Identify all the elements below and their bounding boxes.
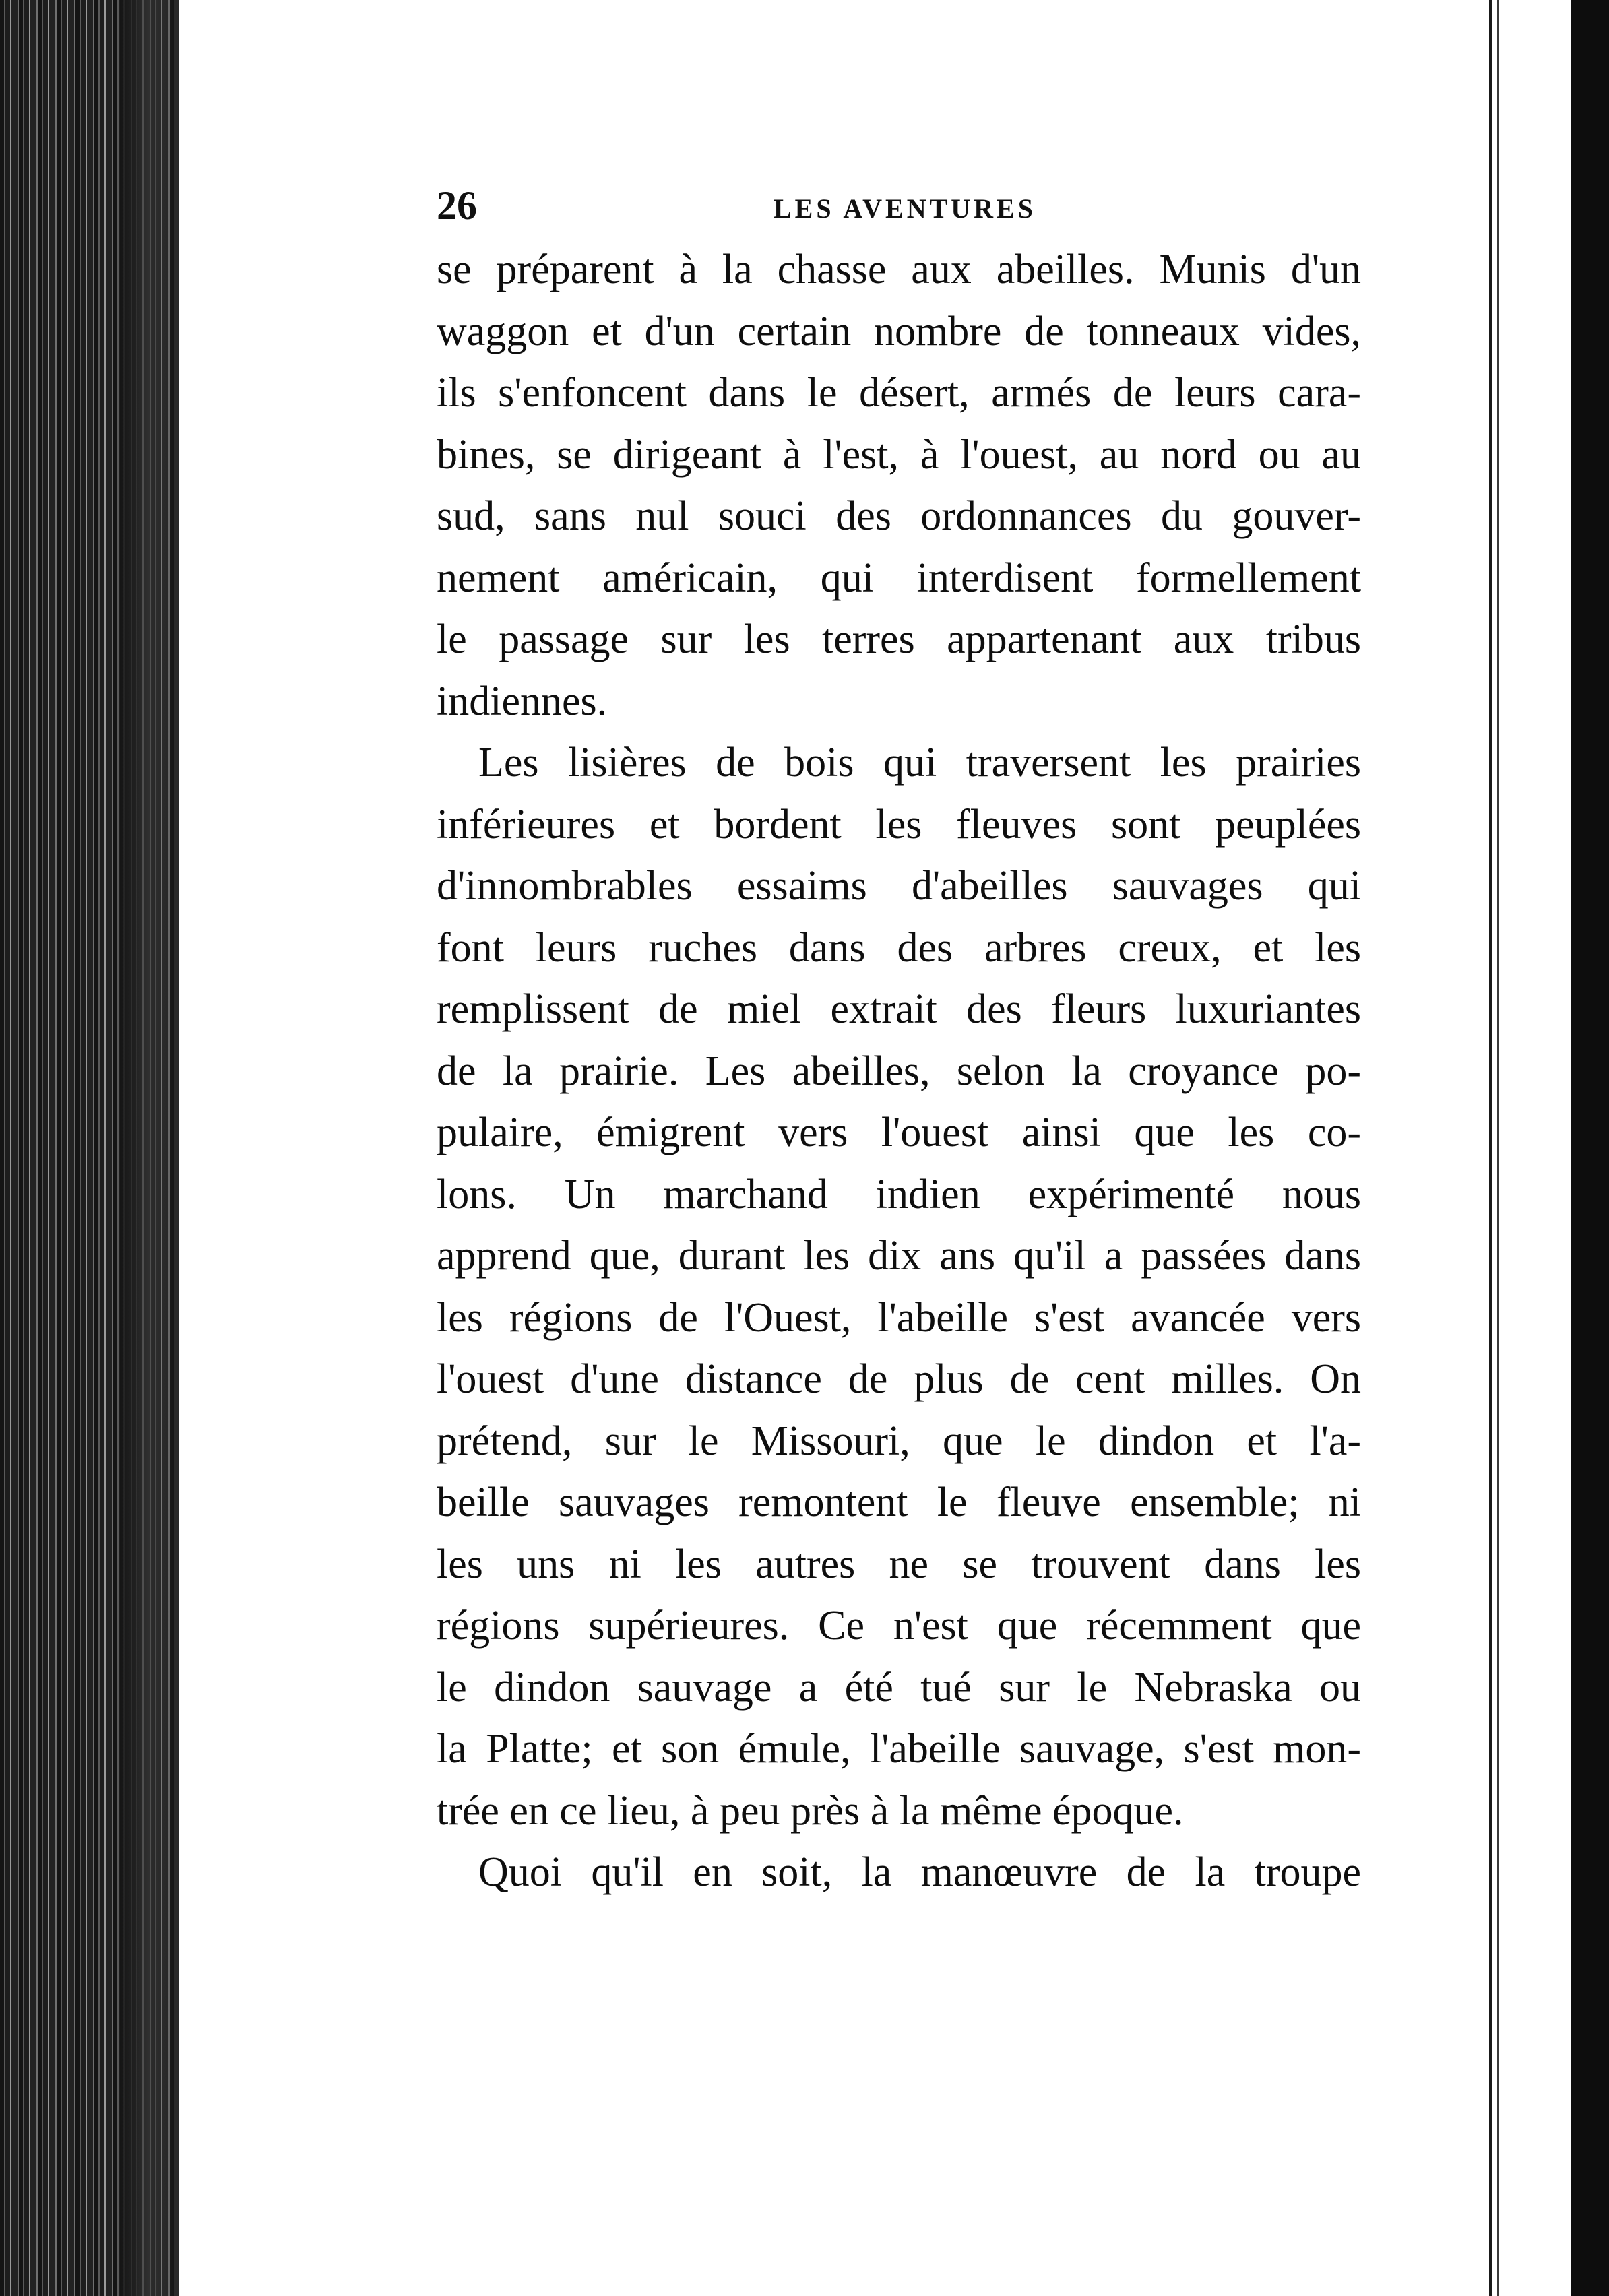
page-number: 26 (437, 183, 477, 228)
text-line: beille sauvages remontent le fleuve ensemble; ni (437, 1479, 1361, 1525)
text-line: les régions de l'Ouest, l'abeille s'est avancée vers (437, 1294, 1361, 1341)
text-line: nement américain, qui interdisent formellement (437, 554, 1361, 601)
text-line: trée en ce lieu, à peu près à la même époque. (437, 1787, 1184, 1834)
page-left-edge (174, 0, 179, 2296)
text-line: la Platte; et son émule, l'abeille sauvage, s'est mon- (437, 1726, 1361, 1772)
body-text (437, 239, 1361, 1904)
text-line: inférieures et bordent les fleuves sont peuplées (437, 801, 1361, 848)
text-line: waggon et d'un certain nombre de tonneaux vides, (437, 308, 1361, 354)
page-right-edge-line-inner (1497, 0, 1499, 2296)
text-line: sud, sans nul souci des ordonnances du gouver- (437, 493, 1361, 539)
text-line: de la prairie. Les abeilles, selon la croyance po- (437, 1048, 1361, 1094)
paragraph-start-line: Les lisières de bois qui traversent les prairies (478, 740, 1361, 786)
text-line: bines, se dirigeant à l'est, à l'ouest, au nord ou au (437, 431, 1361, 478)
text-line: le dindon sauvage a été tué sur le Nebraska ou (437, 1664, 1361, 1711)
text-line: les uns ni les autres ne se trouvent dans les (437, 1541, 1361, 1587)
text-line: l'ouest d'une distance de plus de cent milles. On (437, 1356, 1361, 1402)
text-line: le passage sur les terres appartenant aux tribus (437, 616, 1361, 662)
text-line: ils s'enfoncent dans le désert, armés de leurs cara- (437, 370, 1361, 416)
text-line: pulaire, émigrent vers l'ouest ainsi que les co- (437, 1110, 1361, 1155)
text-line: remplissent de miel extrait des fleurs luxuriantes (437, 986, 1361, 1032)
running-head: LES AVENTURES (774, 193, 1036, 224)
text-line: indiennes. (437, 678, 608, 724)
text-line: prétend, sur le Missouri, que le dindon et l'a- (437, 1417, 1361, 1464)
text-line: se préparent à la chasse aux abeilles. Munis d'un (437, 247, 1361, 292)
text-line: régions supérieures. Ce n'est que récemment que (437, 1603, 1361, 1649)
text-line: font leurs ruches dans des arbres creux, et les (437, 924, 1361, 971)
page-header (437, 182, 1361, 229)
text-line: lons. Un marchand indien expérimenté nous (437, 1171, 1361, 1217)
text-line: d'innombrables essaims d'abeilles sauvages qui (437, 863, 1361, 909)
text-line: apprend que, durant les dix ans qu'il a passées dans (437, 1233, 1361, 1279)
page-right-edge-line (1489, 0, 1492, 2296)
page-right-border (1571, 0, 1609, 2296)
paragraph-start-line: Quoi qu'il en soit, la manœuvre de la troupe (478, 1849, 1361, 1895)
gutter-shadow (120, 0, 177, 2296)
